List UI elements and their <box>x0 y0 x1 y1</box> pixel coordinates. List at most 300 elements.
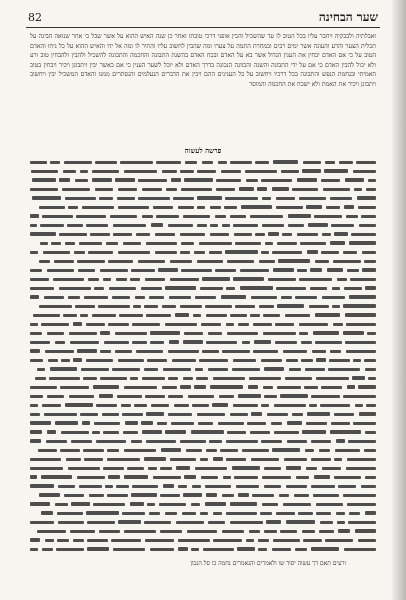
word-mark <box>32 178 56 182</box>
word-mark <box>241 205 272 209</box>
word-mark <box>245 170 277 173</box>
word-mark <box>307 412 330 416</box>
word-mark <box>364 359 376 362</box>
word-mark <box>160 467 172 470</box>
word-mark <box>86 359 113 362</box>
word-mark <box>275 341 297 344</box>
word-mark <box>73 322 82 326</box>
word-mark <box>311 485 335 488</box>
word-mark <box>343 494 376 497</box>
word-mark <box>348 521 376 524</box>
word-mark <box>233 404 258 407</box>
word-mark <box>183 493 202 497</box>
word-mark <box>30 538 40 542</box>
word-mark <box>226 323 234 326</box>
word-mark <box>144 305 158 308</box>
word-mark <box>347 458 376 461</box>
word-mark <box>80 314 88 317</box>
word-mark <box>194 251 205 254</box>
word-mark <box>313 494 339 497</box>
word-mark <box>286 359 298 362</box>
word-mark <box>349 241 376 245</box>
word-mark <box>108 475 120 479</box>
word-mark <box>30 341 50 344</box>
word-mark <box>63 170 76 173</box>
word-mark <box>366 404 376 407</box>
word-mark <box>344 287 362 290</box>
word-mark <box>30 332 42 335</box>
word-mark <box>47 395 64 398</box>
word-mark <box>58 485 75 488</box>
word-mark <box>251 458 279 461</box>
word-mark <box>83 377 97 380</box>
word-mark <box>181 242 194 245</box>
word-mark <box>93 385 119 389</box>
commentary-line <box>30 536 376 545</box>
word-mark <box>30 467 63 470</box>
word-mark <box>55 421 78 425</box>
word-mark <box>146 314 171 317</box>
word-mark <box>303 539 322 542</box>
word-mark <box>134 404 147 407</box>
word-mark <box>148 467 157 470</box>
word-mark <box>368 179 376 182</box>
word-mark <box>51 242 61 245</box>
word-mark <box>187 530 217 533</box>
word-mark <box>63 314 77 317</box>
word-mark <box>223 476 231 479</box>
word-mark <box>103 278 111 281</box>
word-mark <box>197 170 216 173</box>
word-mark <box>210 233 229 236</box>
word-mark <box>305 368 325 371</box>
word-mark <box>200 287 223 290</box>
word-mark <box>43 251 70 254</box>
word-mark <box>94 287 104 290</box>
word-mark <box>45 350 74 353</box>
word-mark <box>30 359 43 362</box>
word-mark <box>319 449 330 452</box>
word-mark <box>59 178 70 182</box>
word-mark <box>199 359 228 362</box>
word-mark <box>39 260 50 263</box>
word-mark <box>76 215 106 218</box>
word-mark <box>299 332 308 335</box>
word-mark <box>165 286 196 290</box>
commentary-line <box>30 293 376 302</box>
word-mark <box>320 404 350 407</box>
word-mark <box>230 521 263 524</box>
word-mark <box>321 179 340 182</box>
word-mark <box>130 377 138 380</box>
word-mark <box>334 458 342 461</box>
word-mark <box>240 286 273 290</box>
word-mark <box>343 251 357 254</box>
word-mark <box>362 251 376 254</box>
word-mark <box>75 305 95 308</box>
word-mark <box>309 305 329 308</box>
word-mark <box>344 205 354 209</box>
word-mark <box>109 287 136 290</box>
word-mark <box>59 233 87 236</box>
commentary-line <box>30 347 376 356</box>
word-mark <box>183 377 193 380</box>
word-mark <box>118 520 141 524</box>
word-mark <box>339 161 353 164</box>
word-mark <box>233 277 264 281</box>
word-mark <box>70 341 99 344</box>
word-mark <box>297 233 318 236</box>
word-mark <box>277 304 304 308</box>
commentary-line <box>30 437 376 446</box>
word-mark <box>314 475 330 479</box>
word-mark <box>242 341 250 344</box>
word-mark <box>118 251 150 254</box>
word-mark <box>160 494 180 497</box>
word-mark <box>192 404 209 407</box>
word-mark <box>168 224 193 227</box>
word-mark <box>209 251 222 254</box>
word-mark <box>277 386 301 389</box>
word-mark <box>151 223 163 227</box>
word-mark <box>250 431 270 434</box>
word-mark <box>68 296 80 299</box>
word-mark <box>347 385 355 389</box>
commentary-line <box>30 410 376 419</box>
word-mark <box>65 403 93 407</box>
commentary-line <box>30 356 376 365</box>
word-mark <box>138 179 167 182</box>
word-mark <box>131 440 142 443</box>
word-mark <box>345 341 376 344</box>
commentary-line <box>30 500 376 509</box>
word-mark <box>294 494 309 497</box>
word-mark <box>176 521 204 524</box>
word-mark <box>60 449 80 452</box>
word-mark <box>349 512 360 515</box>
word-mark <box>170 260 192 263</box>
word-mark <box>263 386 273 389</box>
word-mark <box>138 260 165 263</box>
word-mark <box>221 295 246 299</box>
word-mark <box>133 305 141 308</box>
word-mark <box>310 287 327 290</box>
word-mark <box>151 404 169 407</box>
word-mark <box>309 404 317 407</box>
word-mark <box>142 188 162 191</box>
word-mark <box>301 341 312 344</box>
word-mark <box>107 458 140 461</box>
word-mark <box>219 395 234 398</box>
word-mark <box>222 350 250 353</box>
word-mark <box>335 449 360 452</box>
word-mark <box>201 323 221 326</box>
word-mark <box>30 395 43 398</box>
word-mark <box>288 214 311 218</box>
word-mark <box>240 269 269 272</box>
word-mark <box>276 287 306 290</box>
word-mark <box>100 350 111 353</box>
word-mark <box>206 341 237 344</box>
commentary-line <box>30 185 376 194</box>
word-mark <box>64 161 92 164</box>
word-mark <box>192 485 201 488</box>
commentary-block <box>30 158 376 558</box>
word-mark <box>112 296 130 299</box>
word-mark <box>144 457 166 461</box>
word-mark <box>149 296 164 299</box>
word-mark <box>171 422 194 425</box>
word-mark <box>115 350 132 353</box>
word-mark <box>178 539 210 542</box>
word-mark <box>242 449 269 452</box>
word-mark <box>69 332 97 335</box>
word-mark <box>307 250 318 254</box>
word-mark <box>359 224 376 227</box>
word-mark <box>215 215 226 218</box>
word-mark <box>78 269 95 272</box>
word-mark <box>238 493 249 497</box>
word-mark <box>30 521 54 524</box>
word-mark <box>261 404 269 407</box>
word-mark <box>365 368 376 371</box>
word-mark <box>100 377 127 380</box>
word-mark <box>132 341 147 344</box>
word-mark <box>30 224 37 227</box>
word-mark <box>86 323 105 326</box>
word-mark <box>102 413 119 416</box>
word-mark <box>258 548 267 551</box>
word-mark <box>261 440 282 443</box>
word-mark <box>295 296 317 299</box>
word-mark <box>145 278 165 281</box>
commentary-line <box>30 230 376 239</box>
word-mark <box>30 430 42 434</box>
word-mark <box>261 179 292 182</box>
commentary-line <box>30 428 376 437</box>
word-mark <box>322 296 345 299</box>
word-mark <box>306 205 322 209</box>
word-mark <box>165 323 197 326</box>
word-mark <box>37 530 66 533</box>
word-mark <box>299 278 332 281</box>
word-mark <box>73 358 82 362</box>
word-mark <box>155 233 175 236</box>
word-mark <box>262 224 284 227</box>
word-mark <box>299 323 328 326</box>
word-mark <box>68 467 100 470</box>
word-mark <box>313 331 339 335</box>
commentary-line <box>30 491 376 500</box>
word-mark <box>283 350 307 353</box>
word-mark <box>255 161 269 164</box>
word-mark <box>275 323 294 326</box>
word-mark <box>286 520 315 524</box>
word-mark <box>285 377 312 380</box>
word-mark <box>324 169 348 173</box>
word-mark <box>273 160 298 164</box>
commentary-line <box>30 248 376 257</box>
word-mark <box>337 521 345 524</box>
word-mark <box>234 233 252 236</box>
word-mark <box>30 548 38 551</box>
word-mark <box>232 466 260 470</box>
commentary-line <box>30 320 376 329</box>
word-mark <box>196 377 208 380</box>
word-mark <box>73 539 84 542</box>
word-mark <box>106 242 118 245</box>
word-mark <box>61 431 89 434</box>
word-mark <box>180 251 190 254</box>
word-mark <box>321 251 339 254</box>
word-mark <box>70 530 95 533</box>
word-mark <box>336 512 345 515</box>
word-mark <box>230 502 257 506</box>
word-mark <box>180 440 206 443</box>
word-mark <box>249 530 260 533</box>
commentary-line <box>30 518 376 527</box>
word-mark <box>300 242 326 245</box>
word-mark <box>113 548 145 551</box>
word-mark <box>191 548 199 551</box>
word-mark <box>120 161 153 164</box>
word-mark <box>338 529 350 533</box>
word-mark <box>82 206 114 209</box>
word-mark <box>116 278 127 281</box>
word-mark <box>263 332 296 335</box>
word-mark <box>197 206 205 209</box>
word-mark <box>166 188 177 191</box>
word-mark <box>224 206 237 209</box>
word-mark <box>276 512 295 515</box>
word-mark <box>358 385 376 389</box>
word-mark <box>265 242 273 245</box>
page-number: 82 <box>28 10 42 24</box>
word-mark <box>98 305 130 308</box>
word-mark <box>338 485 356 488</box>
word-mark <box>121 404 131 407</box>
word-mark <box>194 385 206 389</box>
word-mark <box>30 278 49 281</box>
word-mark <box>176 466 190 470</box>
word-mark <box>169 296 191 299</box>
word-mark <box>193 314 201 317</box>
word-mark <box>35 377 46 380</box>
word-mark <box>131 269 155 272</box>
word-mark <box>108 260 133 263</box>
word-mark <box>261 251 269 254</box>
word-mark <box>281 296 292 299</box>
word-mark <box>212 403 228 407</box>
word-mark <box>165 512 177 515</box>
word-mark <box>178 485 187 488</box>
word-mark <box>344 548 376 551</box>
commentary-line <box>30 239 376 248</box>
word-mark <box>330 350 341 353</box>
word-mark <box>252 494 274 497</box>
word-mark <box>264 485 281 488</box>
word-mark <box>345 313 376 317</box>
word-mark <box>107 449 119 452</box>
word-mark <box>315 313 340 317</box>
word-mark <box>183 215 210 218</box>
commentary-line <box>30 257 376 266</box>
word-mark <box>306 422 327 425</box>
word-mark <box>40 224 64 227</box>
word-mark <box>170 278 199 281</box>
word-mark <box>258 539 269 542</box>
word-mark <box>159 503 186 506</box>
word-mark <box>107 494 128 497</box>
word-mark <box>87 539 108 542</box>
word-mark <box>239 187 254 191</box>
word-mark <box>273 539 300 542</box>
word-mark <box>283 503 311 506</box>
word-mark <box>37 368 45 371</box>
word-mark <box>124 170 157 173</box>
word-mark <box>95 161 117 164</box>
commentary-line <box>30 419 376 428</box>
word-mark <box>122 413 143 416</box>
word-mark <box>46 440 67 443</box>
word-mark <box>285 314 310 317</box>
bottom-line: ורעים תאם דך עשוה יסוד שו ולאמרים והנאמרים נחמה כו סל הנכון <box>190 560 346 567</box>
word-mark <box>62 188 90 191</box>
word-mark <box>75 179 88 182</box>
word-mark <box>328 368 360 371</box>
word-mark <box>274 404 306 407</box>
word-mark <box>181 269 212 272</box>
word-mark <box>365 476 376 479</box>
word-mark <box>274 431 299 434</box>
word-mark <box>248 385 258 389</box>
word-mark <box>202 350 219 353</box>
word-mark <box>222 494 234 497</box>
commentary-line <box>30 455 376 464</box>
word-mark <box>316 503 343 506</box>
word-mark <box>180 170 194 173</box>
word-mark <box>65 242 75 245</box>
word-mark <box>272 187 289 191</box>
word-mark <box>80 170 88 173</box>
word-mark <box>197 224 207 227</box>
word-mark <box>161 448 181 452</box>
word-mark <box>206 493 217 497</box>
word-mark <box>311 458 331 461</box>
word-mark <box>353 170 376 173</box>
word-mark <box>262 503 278 506</box>
word-mark <box>127 467 144 470</box>
word-mark <box>42 215 73 218</box>
word-mark <box>115 332 147 335</box>
word-mark <box>100 331 110 335</box>
word-mark <box>346 350 376 353</box>
word-mark <box>168 350 199 353</box>
word-mark <box>55 503 68 506</box>
word-mark <box>54 260 74 263</box>
word-mark <box>359 412 376 416</box>
word-mark <box>246 179 258 182</box>
word-mark <box>264 367 284 371</box>
word-mark <box>30 349 40 353</box>
commentary-line <box>30 464 376 473</box>
word-mark <box>162 386 177 389</box>
word-mark <box>89 494 104 497</box>
word-mark <box>331 224 354 227</box>
word-mark <box>168 395 183 398</box>
word-mark <box>57 512 83 515</box>
word-mark <box>314 215 342 218</box>
